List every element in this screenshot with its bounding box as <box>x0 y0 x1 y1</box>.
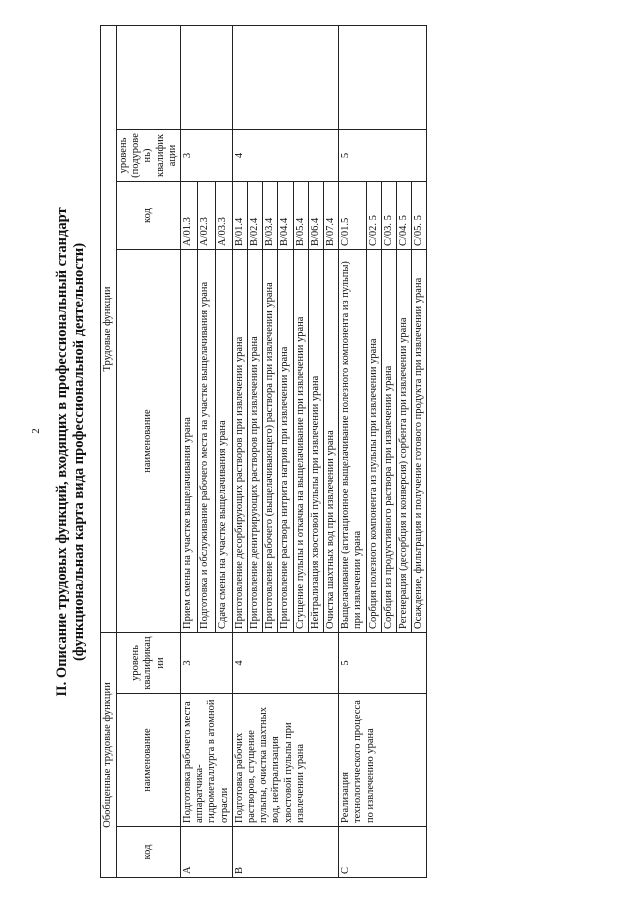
function-name: Приготовление раствора нитрита натрия при извлечении урана <box>278 250 293 633</box>
function-sublevel: 4 <box>232 130 338 182</box>
function-code: B/06.4 <box>308 182 323 250</box>
function-name: Нейтрализация хвостовой пульпы при извлечении урана <box>308 250 323 633</box>
header-func-sub-level: уровень (подуровень) квалификации <box>117 130 181 182</box>
header-generalized-functions: Обобщенные трудовые функции <box>101 633 117 878</box>
empty-cell <box>232 25 338 129</box>
group-name: Реализация технологического процесса по извлечению урана <box>339 694 427 827</box>
functional-map-table <box>100 25 427 878</box>
header-gen-code: код <box>117 827 181 878</box>
function-name: Подготовка и обслуживание рабочего места на участке выщелачивания урана <box>198 250 215 633</box>
section-title-line-2: (функциональная карта вида профессиональной деятельности) <box>71 242 87 662</box>
header-empty <box>117 25 181 129</box>
group-name: Подготовка рабочего места аппаратчика-гидрометаллурга в атомной отрасли <box>181 694 233 827</box>
function-name: Сорбция полезного компонента из пульпы при извлечении урана <box>366 250 381 633</box>
section-title-line-1: II. Описание трудовых функций, входящих в профессиональный стандарт <box>54 207 70 697</box>
function-code: B/05.4 <box>293 182 308 250</box>
header-gen-name: наименование <box>117 694 181 827</box>
function-name: Регенерация (десорбция и конверсия) сорбента при извлечении урана <box>397 250 412 633</box>
function-code: A/02.3 <box>198 182 215 250</box>
function-name: Приготовление рабочего (выщелачивающего) раствора при извлечении урана <box>263 250 278 633</box>
function-code: A/03.3 <box>215 182 232 250</box>
function-code: A/01.3 <box>181 182 198 250</box>
function-sublevel: 5 <box>339 130 427 182</box>
empty-cell <box>181 25 233 129</box>
function-sublevel: 3 <box>181 130 233 182</box>
function-code: C/05. 5 <box>412 182 427 250</box>
group-level: 3 <box>181 633 233 694</box>
table-row <box>232 25 247 877</box>
function-name: Сгущение пульпы и откачка на выщелачивание при извлечении урана <box>293 250 308 633</box>
function-code: B/07.4 <box>324 182 339 250</box>
function-name: Сдача смены на участке выщелачивания урана <box>215 250 232 633</box>
group-code: B <box>232 827 338 878</box>
function-name: Очистка шахтных вод при извлечении урана <box>324 250 339 633</box>
function-name: Сорбция из продуктивного раствора при извлечении урана <box>381 250 396 633</box>
empty-cell <box>339 25 427 129</box>
table-row <box>181 25 198 877</box>
function-code: C/03. 5 <box>381 182 396 250</box>
function-code: B/02.4 <box>248 182 263 250</box>
function-code: B/01.4 <box>232 182 247 250</box>
group-code: A <box>181 827 233 878</box>
group-code: C <box>339 827 427 878</box>
group-level: 4 <box>232 633 338 694</box>
function-code: C/01.5 <box>339 182 366 250</box>
function-code: B/04.4 <box>278 182 293 250</box>
header-labor-functions: Трудовые функции <box>101 25 117 632</box>
function-code: C/02. 5 <box>366 182 381 250</box>
section-title <box>54 26 100 878</box>
header-gen-qual-level: уровень квалификации <box>117 633 181 694</box>
function-code: C/04. 5 <box>397 182 412 250</box>
rotated-page-content <box>52 26 588 878</box>
function-code: B/03.4 <box>263 182 278 250</box>
header-func-code: код <box>117 182 181 250</box>
group-level: 5 <box>339 633 427 694</box>
page-number: 2 <box>29 428 42 434</box>
function-name: Приготовление денитрирующих растворов при извлечении урана <box>248 250 263 633</box>
group-name: Подготовка рабочих растворов, сгущение пульпы, очистка шахтных вод, нейтрализация хвостовой пульпы при извлечении урана <box>232 694 338 827</box>
function-name: Осаждение, фильтрация и получение готового продукта при извлечении урана <box>412 250 427 633</box>
function-name: Выщелачивание (агитационное выщелачивание полезного компонента из пульпы) при извлечении урана <box>339 250 366 633</box>
function-name: Приготовление десорбирующих растворов при извлечении урана <box>232 250 247 633</box>
table-row <box>339 25 366 877</box>
function-name: Прием смены на участке выщелачивания урана <box>181 250 198 633</box>
header-func-name: наименование <box>117 250 181 633</box>
